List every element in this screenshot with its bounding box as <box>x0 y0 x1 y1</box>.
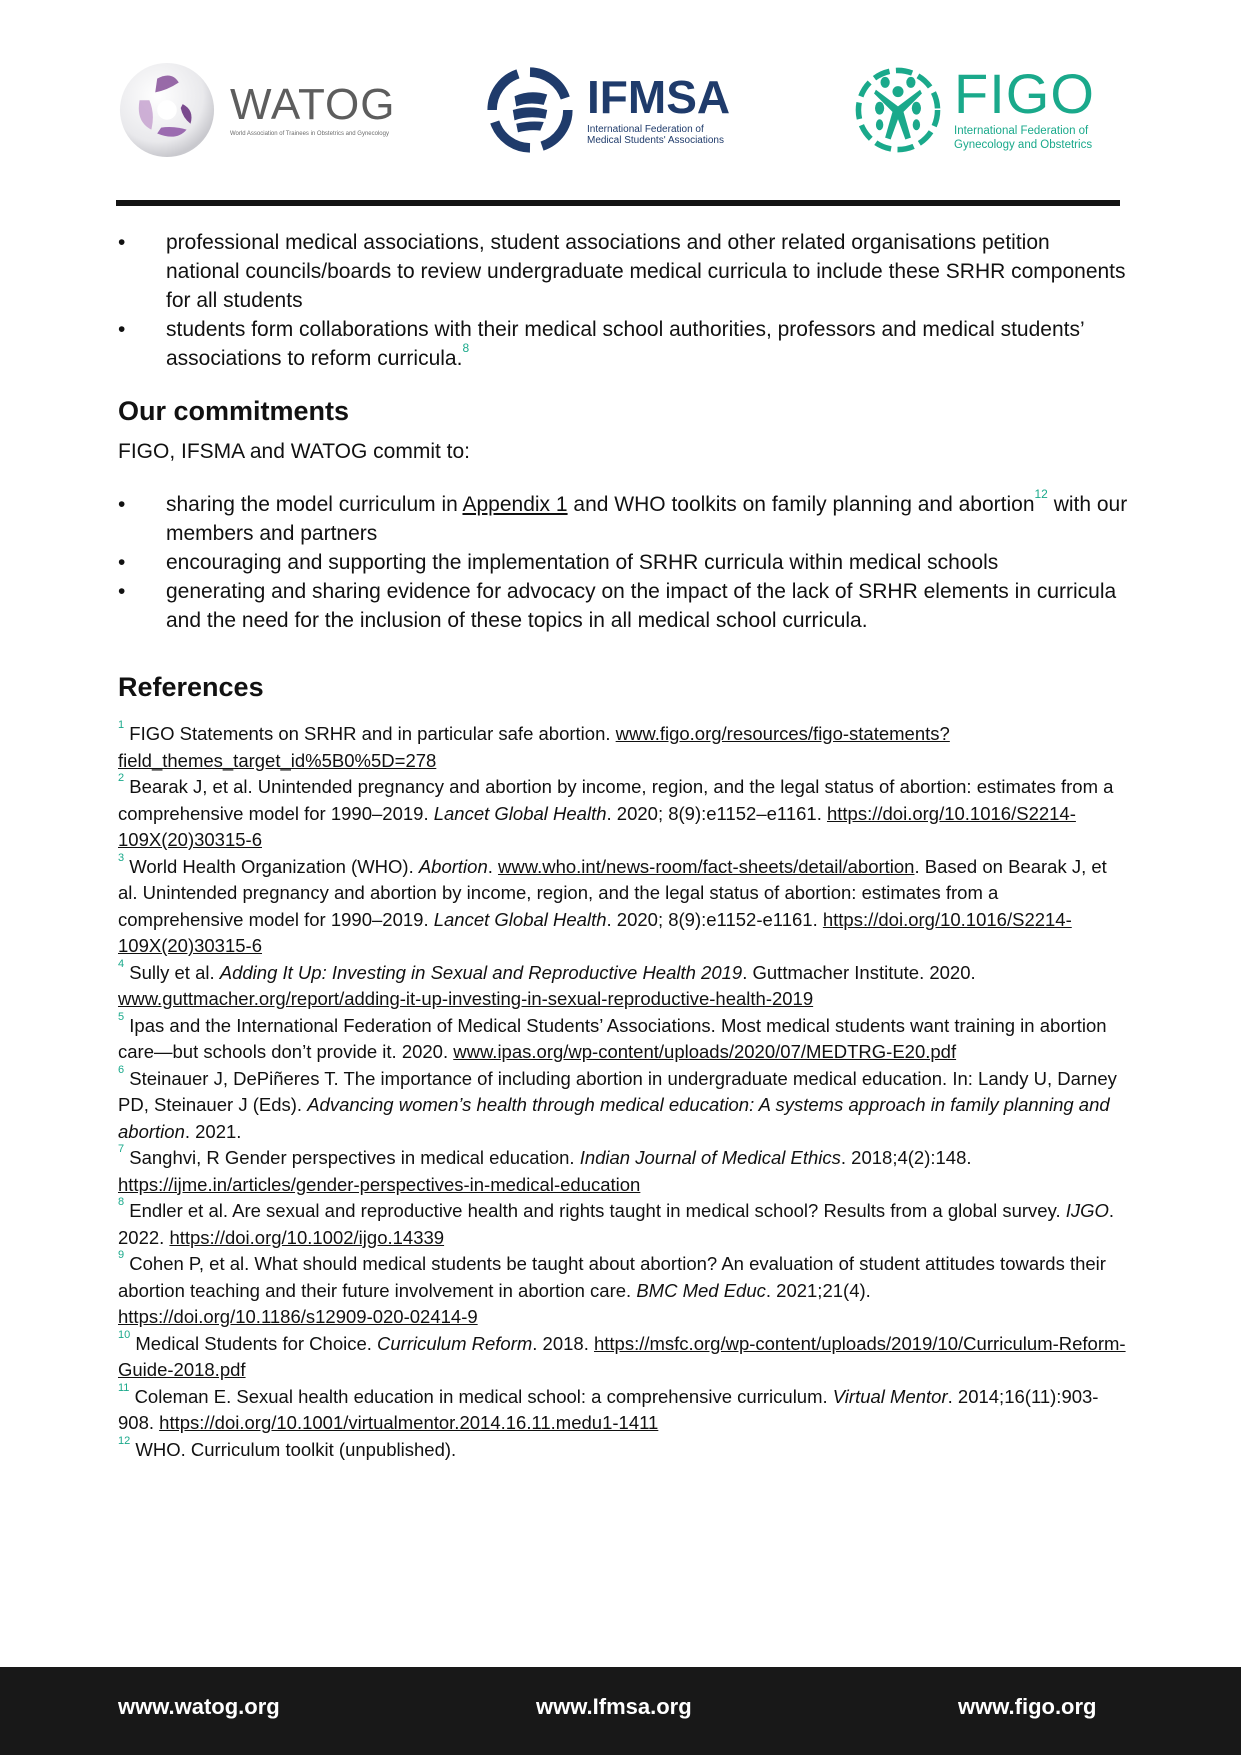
commitments-list <box>118 487 1128 635</box>
reference-link[interactable]: www.who.int/news-room/fact-sheets/detail/abortion <box>498 855 915 877</box>
footer-link-ifmsa[interactable]: www.Ifmsa.org <box>536 1694 692 1719</box>
intro-bullet-list <box>118 228 1128 373</box>
bullet-icon: • <box>118 580 126 603</box>
figo-logo <box>852 62 1095 157</box>
ifmsa-subtitle: International Federation of Medical Students' Associations <box>587 123 724 146</box>
section-heading-references: References <box>118 672 264 702</box>
list-item: • students form collaborations with their medical school authorities, professors and medical students’ associations to reform curricula.$^8$ <box>118 315 1128 373</box>
reference-link[interactable]: https://doi.org/10.1186/s12909-020-02414-9 <box>118 1306 478 1327</box>
reference-item: $^9$ Cohen P, et al. What should medical students be taught about abortion? An evaluation of student attitudes towards their abortion teaching and their future involvement in abortion care. BMC Med Educ. 2021;21(4). https://doi.org/10.1186/s12909-020-02414-9 <box>118 1249 1106 1327</box>
watog-wordmark: WATOG <box>230 80 396 129</box>
reference-item: $^{11}$ Coleman E. Sexual health education in medical school: a comprehensive curriculum. Virtual Mentor. 2014;16(11):903-908. https://doi.org/10.1001/virtualmentor.2014.16.11.medu1-1411 <box>118 1381 1099 1433</box>
watog-subtitle: World Association of Trainees in Obstetrics and Gynecology <box>230 131 389 137</box>
reference-item: $^1$ FIGO Statements on SRHR and in particular safe abortion. www.figo.org/resources/figo-statements?field_themes_target_id%5B0%5D=278 <box>118 719 950 771</box>
reference-item: $^2$ Bearak J, et al. Unintended pregnancy and abortion by income, region, and the legal status of abortion: estimates from a comprehensive model for 1990–2019. Lancet Global Health. 2020; 8(9):e1152–e1161. https://doi.org/10.1016/S2214-109X(20)30315-6 <box>118 772 1114 850</box>
figo-subtitle: International Federation of Gynecology and Obstetrics <box>954 125 1093 151</box>
footer-link-watog[interactable]: www.watog.org <box>118 1694 280 1719</box>
section-heading-commitments: Our commitments <box>118 396 350 426</box>
reference-item: $^6$ Steinauer J, DePiñeres T. The importance of including abortion in undergraduate medical education. In: Landy U, Darney PD, Steinauer J (Eds). Advancing women’s health through medical education: A systems approach in family planning and abortion. 2021. <box>118 1063 1117 1142</box>
reference-link[interactable]: https://doi.org/10.1002/ijgo.14339 <box>169 1226 445 1248</box>
list-item: • encouraging and supporting the implementation of SRHR curricula within medical schools <box>118 548 1128 577</box>
footnote-ref[interactable]: 8 <box>462 341 470 355</box>
appendix-link[interactable]: Appendix 1 <box>462 493 568 516</box>
reference-link[interactable]: https://ijme.in/articles/gender-perspectives-in-medical-education <box>118 1173 641 1195</box>
reference-item: $^{10}$ Medical Students for Choice. Curriculum Reform. 2018. https://msfc.org/wp-content/uploads/2019/10/Curriculum-Reform-Guide-2018.pdf <box>118 1328 1126 1380</box>
reference-link[interactable]: https://doi.org/10.1016/S2214-109X(20)30315-6 <box>118 802 1076 850</box>
reference-item: $^8$ Endler et al. Are sexual and reproductive health and rights taught in medical school? Results from a global survey. IJGO. 2022. https://doi.org/10.1002/ijgo.14339 <box>118 1196 1115 1248</box>
bullet-icon: • <box>118 318 126 341</box>
watog-logo <box>118 60 396 160</box>
document-body <box>118 228 1128 1463</box>
reference-item: $^{12}$ WHO. Curriculum toolkit (unpublished). <box>118 1434 457 1460</box>
references-list <box>118 721 1128 1463</box>
reference-item: $^5$ Ipas and the International Federation of Medical Students’ Associations. Most medical students want training in abortion care—but schools don’t provide it. 2020. www.ipas.org/wp-content/uploads/2020/07/MEDTRG-E20.pdf <box>118 1010 1107 1062</box>
list-item: • sharing the model curriculum in Appendix 1 and WHO toolkits on family planning and abortion$^{12}$ with our members and partners <box>118 487 1128 545</box>
figo-wordmark: FIGO <box>954 62 1095 126</box>
reference-link[interactable]: www.figo.org/resources/figo-statements?field_themes_target_id%5B0%5D=278 <box>118 723 950 771</box>
footnote-ref[interactable]: 12 <box>1034 487 1048 501</box>
bullet-icon: • <box>118 551 126 574</box>
reference-item: $^4$ Sully et al. Adding It Up: Investing in Sexual and Reproductive Health 2019. Guttmacher Institute. 2020. www.guttmacher.org/report/adding-it-up-investing-in-sexual-reproductive-health-2019 <box>118 957 976 1009</box>
footer-link-figo[interactable]: www.figo.org <box>958 1694 1097 1719</box>
reference-link[interactable]: https://msfc.org/wp-content/uploads/2019/10/Curriculum-Reform-Guide-2018.pdf <box>118 1332 1126 1380</box>
reference-item: $^3$ World Health Organization (WHO). Abortion. www.who.int/news-room/fact-sheets/detail/abortion. Based on Bearak J, et al. Unintended pregnancy and abortion by income, region, and the legal status of abortion: estimates from a comprehensive model for 1990–2019. Lancet Global Health. 2020; 8(9):e1152-e1161. https://doi.org/10.1016/S2214-109X(20)30315-6 <box>118 851 1107 956</box>
ifmsa-logo <box>487 65 730 155</box>
ifmsa-wordmark: IFMSA <box>587 70 731 123</box>
reference-link[interactable]: www.guttmacher.org/report/adding-it-up-investing-in-sexual-reproductive-health-2019 <box>118 988 814 1009</box>
header-divider <box>116 200 1120 206</box>
reference-link[interactable]: https://doi.org/10.1001/virtualmentor.2014.16.11.medu1-1411 <box>159 1412 659 1433</box>
ifmsa-emblem-icon <box>487 67 573 153</box>
footer-bar <box>0 1667 1241 1755</box>
commitments-intro: FIGO, IFSMA and WATOG commit to: <box>118 440 471 463</box>
list-item: • professional medical associations, student associations and other related organisations petition national councils/boards to review undergraduate medical curricula to include these SRHR components for all students <box>118 228 1128 315</box>
figo-emblem-icon <box>852 64 944 156</box>
header <box>0 0 1241 200</box>
watog-emblem-icon <box>118 61 216 159</box>
reference-item: $^7$ Sanghvi, R Gender perspectives in medical education. Indian Journal of Medical Ethics. 2018;4(2):148. https://ijme.in/articles/gender-perspectives-in-medical-education <box>118 1143 972 1195</box>
list-item: • generating and sharing evidence for advocacy on the impact of the lack of SRHR elements in curricula and the need for the inclusion of these topics in all medical school curricula. <box>118 577 1128 635</box>
bullet-icon: • <box>118 493 126 516</box>
bullet-icon: • <box>118 231 126 254</box>
reference-link[interactable]: https://doi.org/10.1016/S2214-109X(20)30315-6 <box>118 908 1072 956</box>
reference-link[interactable]: www.ipas.org/wp-content/uploads/2020/07/MEDTRG-E20.pdf <box>453 1041 957 1062</box>
